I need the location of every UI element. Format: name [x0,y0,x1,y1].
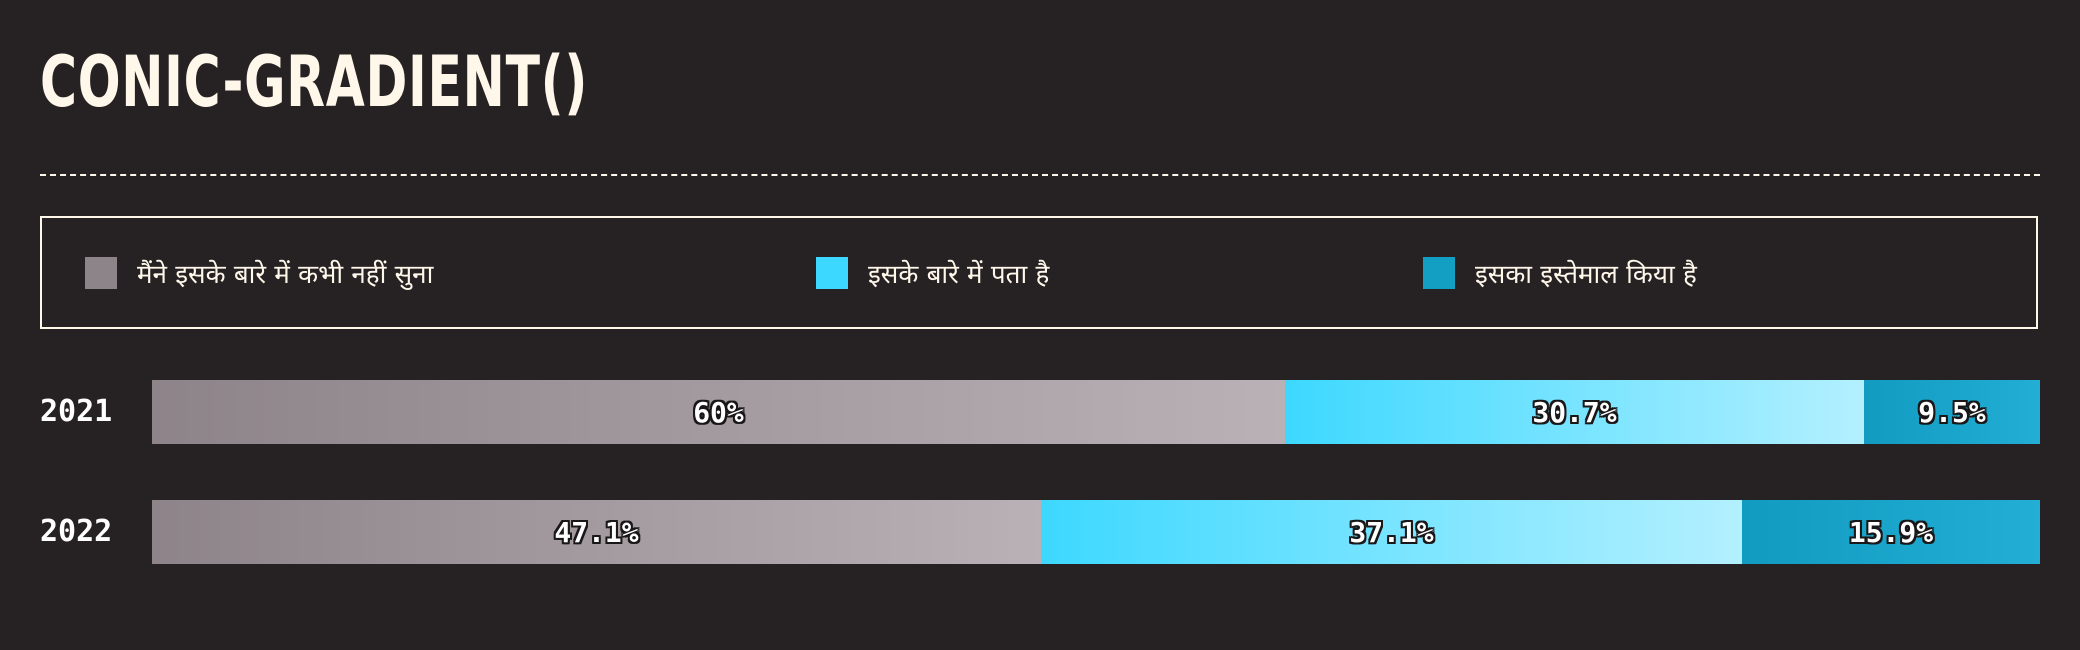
legend-label-used: इसका इस्तेमाल किया है [1475,259,1697,290]
data-label-never-heard-2021: 60% [693,395,744,429]
year-label-2021: 2021 [40,394,113,429]
bar-segment-used-2021 [1864,380,2040,444]
bar-row-2021 [152,380,2040,444]
legend-swatch-never-heard [85,257,117,289]
legend-swatch-know-about [816,257,848,289]
year-label-2022: 2022 [40,514,113,549]
data-label-know-about-2021: 30.7% [1532,395,1617,429]
legend-item-never-heard [85,218,433,327]
legend-item-know-about [816,218,1049,327]
bar-segment-know-about-2022 [1041,500,1742,564]
bar-segment-used-2022 [1742,500,2040,564]
legend-label-never-heard: मैंने इसके बारे में कभी नहीं सुना [137,259,434,290]
data-label-used-2021: 9.5% [1918,395,1986,429]
bar-segment-know-about-2021 [1285,380,1864,444]
legend-swatch-used [1423,257,1455,289]
legend-item-used [1423,218,1697,327]
bar-segment-never-heard-2021 [152,380,1285,444]
data-label-know-about-2022: 37.1% [1349,515,1434,549]
data-label-used-2022: 15.9% [1848,515,1934,549]
bar-row-2022 [152,500,2040,564]
bar-segment-never-heard-2022 [152,500,1041,564]
data-label-never-heard-2022: 47.1% [554,515,639,549]
title-divider [40,174,2040,176]
legend [40,216,2038,329]
chart-title: CONIC-GRADIENT() [40,41,589,123]
legend-label-know-about: इसके बारे में पता है [868,259,1050,290]
